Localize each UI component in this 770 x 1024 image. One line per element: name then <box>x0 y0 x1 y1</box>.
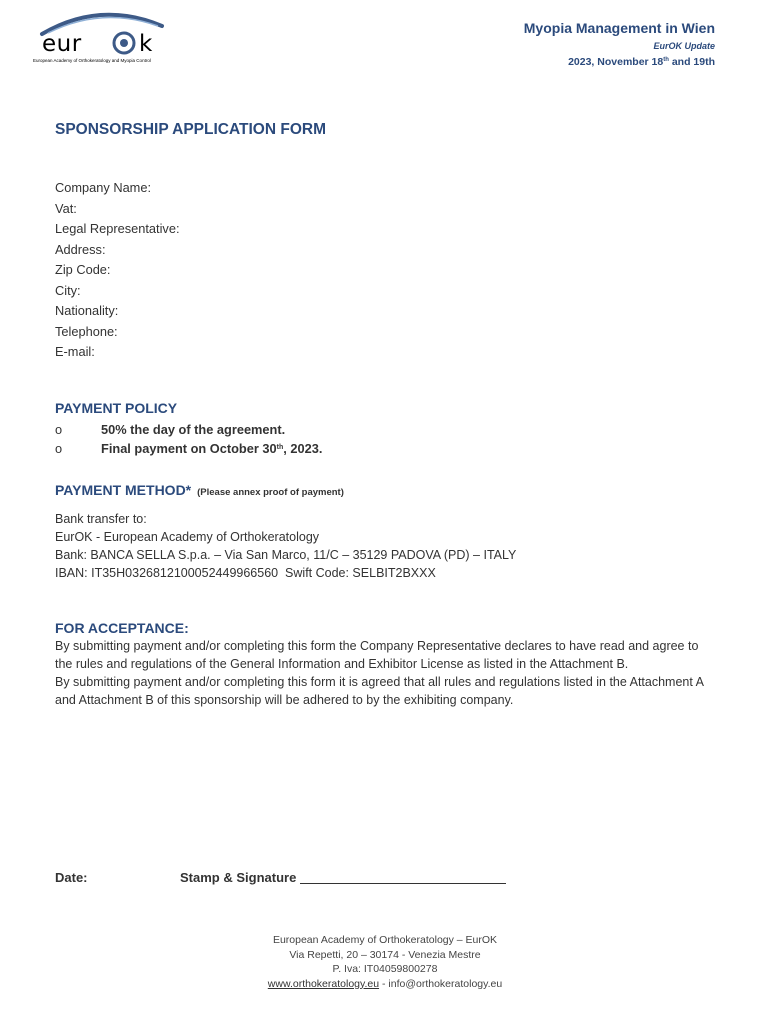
field-address: Address: <box>55 241 106 257</box>
date-label: Date: <box>55 870 88 885</box>
field-city: City: <box>55 282 81 298</box>
payment-policy-item: o Final payment on October 30th, 2023. <box>55 441 323 456</box>
bank-details <box>55 510 516 582</box>
payment-method-note: (Please annex proof of payment) <box>197 487 344 498</box>
bullet-icon: o <box>55 422 63 437</box>
form-fields <box>55 178 180 363</box>
bank-line: Bank: BANCA SELLA S.p.a. – Via San Marco, 11/C – 35129 PADOVA (PD) – ITALY <box>55 548 517 562</box>
acceptance-paragraph: By submitting payment and/or completing this form it is agreed that all rules and regulations listed in the Attachment A and Attachment B of this sponsorship will be adhered to by the exhibiting company. <box>55 675 704 707</box>
bank-line: EurOK - European Academy of Orthokeratology <box>55 530 320 544</box>
logo-text-right: k <box>139 31 153 57</box>
acceptance-paragraph: By submitting payment and/or completing this form the Company Representative declares to have read and agree to the rules and regulations of the General Information and Exhibitor License as listed in the Attachment B. <box>55 639 699 671</box>
logo-subtitle: European Academy of Orthokeratology and Myopia Control <box>33 58 151 63</box>
footer-address: Via Repetti, 20 – 30174 - Venezia Mestre <box>289 948 481 961</box>
acceptance-text <box>55 637 717 709</box>
eurok-logo <box>30 4 180 66</box>
field-zip-code: Zip Code: <box>55 262 111 277</box>
form-title: SPONSORSHIP APPLICATION FORM <box>55 121 326 138</box>
footer <box>0 933 770 991</box>
payment-policy-item: o 50% the day of the agreement. <box>55 422 286 437</box>
field-telephone: Telephone: <box>55 323 118 339</box>
logo-text-left: eur <box>42 31 82 57</box>
bank-line: IBAN: IT35H0326812100052449966560 Swift Code: SELBIT2BXXX <box>55 566 436 580</box>
payment-policy-title: PAYMENT POLICY <box>55 400 178 416</box>
field-vat: Vat: <box>55 200 77 216</box>
field-company-name: Company Name: <box>55 180 152 195</box>
field-nationality: Nationality: <box>55 303 119 318</box>
signature-line <box>300 874 506 884</box>
bullet-icon: o <box>55 441 63 456</box>
event-title: Myopia Management in Wien <box>523 20 715 36</box>
footer-vat: P. Iva: IT04059800278 <box>332 963 438 975</box>
footer-contact: www.orthokeratology.eu - info@orthokeratology.eu <box>267 977 503 990</box>
website-link[interactable]: www.orthokeratology.eu <box>267 977 380 990</box>
field-legal-representative: Legal Representative: <box>55 221 180 236</box>
payment-method-title: PAYMENT METHOD* (Please annex proof of payment) <box>55 482 344 498</box>
field-email: E-mail: <box>55 344 95 359</box>
acceptance-title: FOR ACCEPTANCE: <box>55 620 189 636</box>
email-link[interactable]: info@orthokeratology.eu <box>388 977 503 990</box>
event-subtitle: EurOK Update <box>653 41 715 51</box>
bank-line: Bank transfer to: <box>55 512 147 526</box>
stamp-signature: Stamp & Signature <box>180 870 506 885</box>
event-date: 2023, November 18th and 19th <box>568 56 715 68</box>
footer-org: European Academy of Orthokeratology – EurOK <box>272 934 498 946</box>
event-header <box>524 19 715 69</box>
